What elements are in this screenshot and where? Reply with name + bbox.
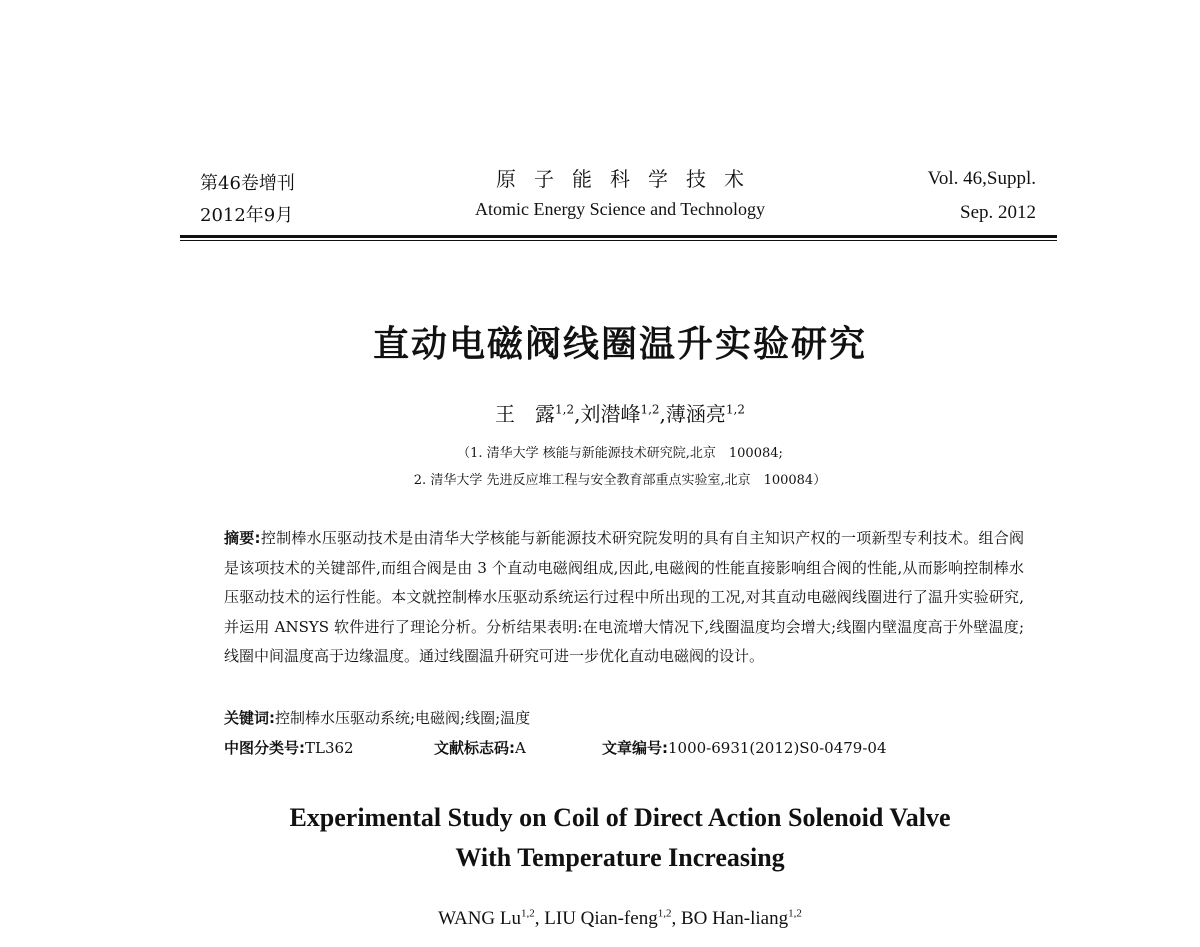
author-en: BO Han-liang$^{1,2}$	[680, 908, 802, 930]
classification-line	[224, 736, 1044, 760]
journal-title-en: Atomic Energy Science and Technology	[475, 199, 765, 219]
article-title-en	[200, 798, 1040, 878]
abstract-label: 摘要:	[224, 529, 261, 547]
keywords-label: 关键词:	[224, 709, 275, 727]
date-en: Sep. 2012	[960, 202, 1036, 223]
author-list-cn	[0, 398, 1200, 427]
abstract-text: 控制棒水压驱动技术是由清华大学核能与新能源技术研究院发明的具有自主知识产权的一项新型专利技术。组合阀是该项技术的关键部件,而组合阀是由 3 个直动电磁阀组成,因此,电磁阀的性能直接影响组合阀的性能,从而影响控制棒水压驱动技术的运行性能。本文就控制棒水压驱动系统运行过程中所出现的工况,对其直动电磁阀线圈进行了温升实验研究,并运用 ANSYS 软件进行了理论分析。分析结果表明:在电流增大情况下,线圈温度均会增大;线圈内壁温度高于外壁温度;线圈中间温度高于边缘温度。通过线圈温升研究可进一步优化直动电磁阀的设计。	[224, 529, 1024, 665]
author-en: WANG Lu$^{1,2}$,	[438, 908, 545, 930]
clc-code: 中图分类号:TL362	[224, 739, 354, 757]
journal-title-cn: 原子能科学技术	[496, 167, 762, 191]
header-rule-thick	[180, 235, 1057, 238]
running-header-right	[928, 162, 1036, 230]
volume-cn: 第46卷增刊	[200, 173, 295, 194]
author-en: LIU Qian-feng$^{1,2}$,	[544, 908, 681, 930]
affiliation-1: （1. 清华大学 核能与新能源技术研究院,北京 100084;	[457, 446, 783, 461]
date-cn: 2012年9月	[200, 205, 294, 226]
article-title-cn: 直动电磁阀线圈温升实验研究	[372, 324, 867, 365]
author-cn: 刘潜峰$^{1,2}$,	[580, 402, 666, 426]
affiliation-2: 2. 清华大学 先进反应堆工程与安全教育部重点实验室,北京 100084）	[413, 473, 827, 488]
keywords	[224, 706, 530, 730]
author-cn: 薄涵亮$^{1,2}$	[665, 402, 745, 426]
running-header-center	[400, 164, 840, 224]
title-en-line-1: Experimental Study on Coil of Direct Action Solenoid Valve	[289, 803, 951, 832]
abstract	[224, 524, 1024, 672]
author-cn: 王 露$^{1,2}$,	[495, 402, 581, 426]
header-rule-thin	[180, 240, 1057, 241]
keywords-text: 控制棒水压驱动系统;电磁阀;线圈;温度	[275, 709, 531, 727]
volume-en: Vol. 46,Suppl.	[927, 168, 1036, 189]
running-header-left	[200, 168, 295, 232]
title-en-line-2: With Temperature Increasing	[455, 843, 785, 872]
doc-code: 文献标志码:A	[434, 739, 526, 757]
author-list-en	[0, 908, 1200, 930]
article-number: 文章编号:1000-6931(2012)S0-0479-04	[602, 739, 887, 757]
